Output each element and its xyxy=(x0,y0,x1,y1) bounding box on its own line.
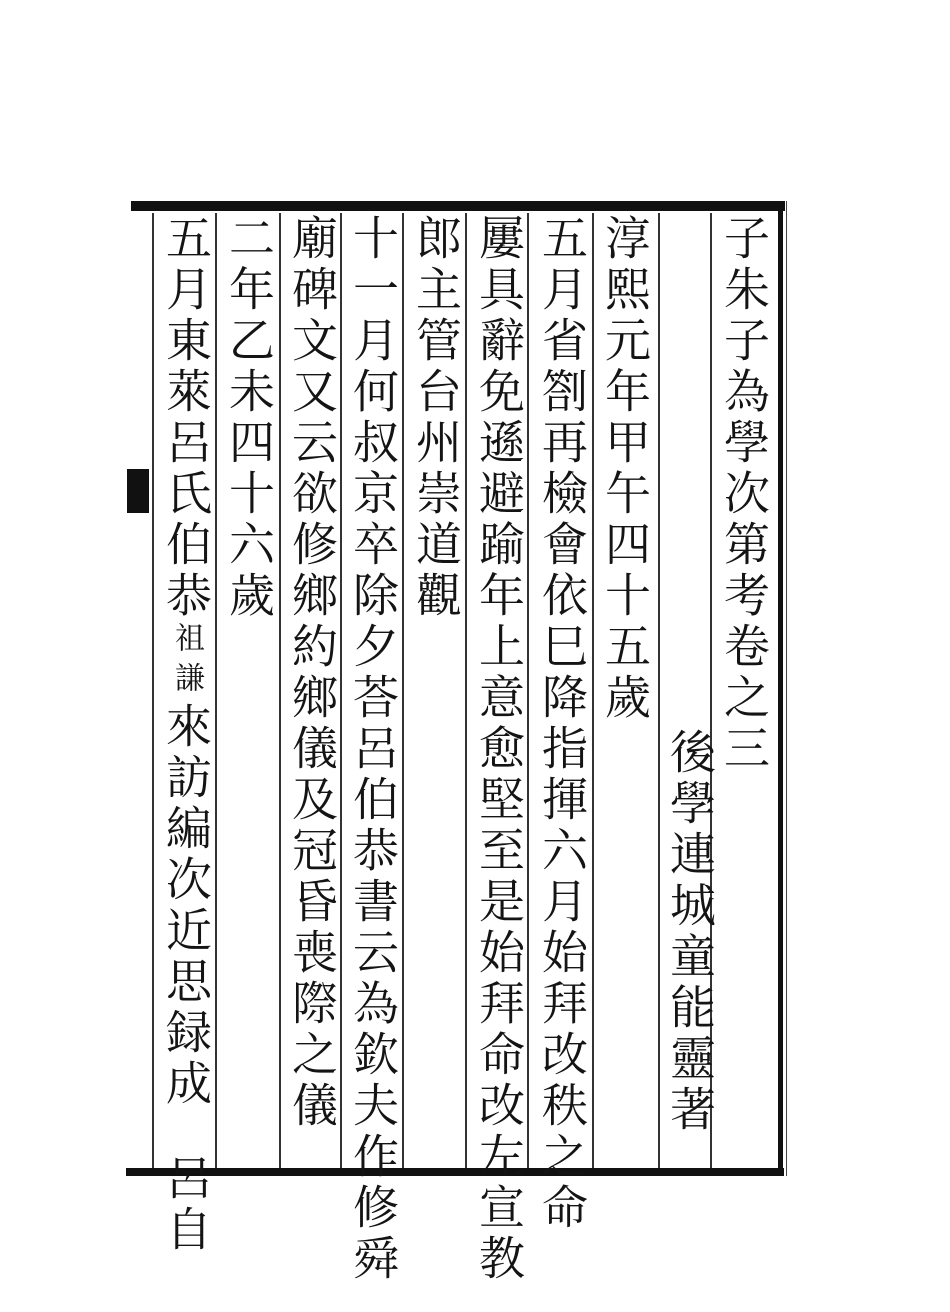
column-divider xyxy=(465,213,467,1168)
text-column-8-end: 呂自 xyxy=(159,1154,213,1256)
text-column-2: 五月省劄再檢會依巳降指揮六月始拜改秩之命 xyxy=(535,214,589,1234)
right-border-thin-rule xyxy=(786,201,787,1176)
text-column-3: 屢具辭免遜避踰年上意愈堅至是始拜命改左宣教 xyxy=(472,214,526,1285)
bottom-border-rule xyxy=(126,1168,784,1176)
text-column-4: 郎主管台州崇道觀 xyxy=(409,214,463,622)
column-divider xyxy=(527,213,529,1168)
top-border-rule xyxy=(131,201,785,211)
text-column-8-cont: 來訪編次近思録成 xyxy=(159,702,213,1110)
text-column-8-main: 五月東萊呂氏伯恭 xyxy=(159,214,213,622)
fish-tail-mark xyxy=(127,469,149,513)
text-column-6: 廟碑文又云欲修鄉約鄉儀及冠昏喪際之儀 xyxy=(285,214,339,1132)
column-divider xyxy=(215,213,217,1168)
volume-title: 子朱子為學次第考卷之三 xyxy=(717,214,771,775)
column-divider xyxy=(402,213,404,1168)
column-divider xyxy=(592,213,594,1168)
column-divider xyxy=(340,213,342,1168)
text-column-1: 淳熙元年甲午四十五歲 xyxy=(598,214,652,724)
text-column-5: 十一月何叔京卒除夕荅呂伯恭書云為欽夫作修舜 xyxy=(346,214,400,1285)
column-divider xyxy=(279,213,281,1168)
author-line: 後學連城童能靈著 xyxy=(663,728,717,1136)
column-divider xyxy=(658,213,660,1168)
right-border-rule xyxy=(778,201,783,1176)
text-column-8 xyxy=(158,214,214,1256)
inline-note: 祖謙 xyxy=(169,622,204,702)
text-column-7: 二年乙未四十六歲 xyxy=(222,214,276,622)
column-divider xyxy=(152,213,154,1168)
